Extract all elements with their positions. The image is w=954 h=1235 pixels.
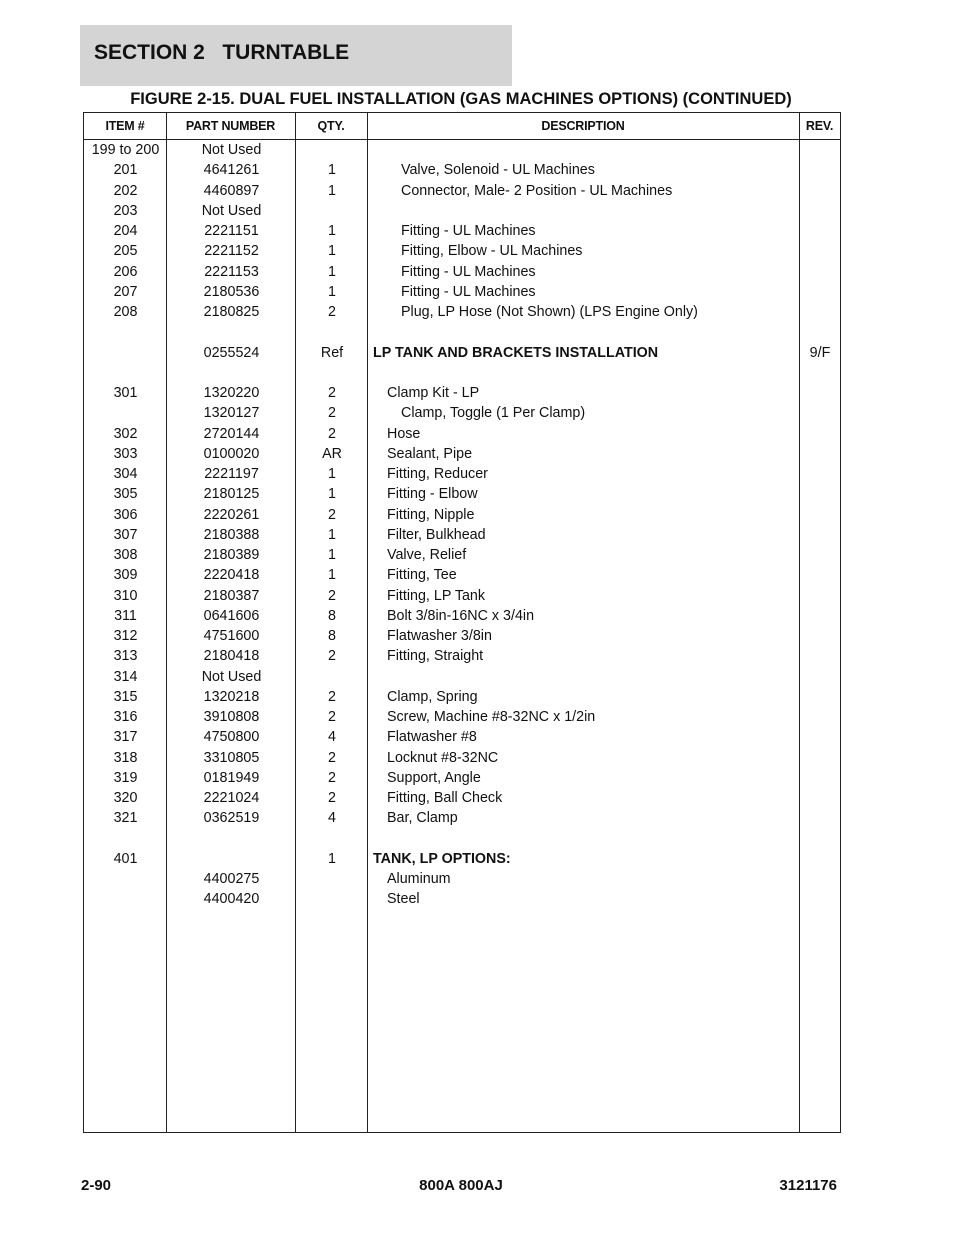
description-cell: Fitting, Reducer bbox=[387, 466, 488, 482]
item-cell: 314 bbox=[113, 668, 138, 685]
part-number-cell: 0181949 bbox=[203, 769, 260, 786]
part-number-cell: 2180536 bbox=[203, 283, 260, 300]
table-row bbox=[84, 687, 840, 707]
item-cell: 316 bbox=[113, 709, 138, 725]
qty-cell: 2 bbox=[328, 648, 336, 665]
table-row bbox=[84, 383, 840, 403]
table-row bbox=[84, 788, 840, 808]
item-cell: 320 bbox=[113, 790, 138, 806]
item-cell: 305 bbox=[113, 486, 138, 503]
qty-cell: 2 bbox=[328, 688, 336, 705]
qty-cell: 2 bbox=[328, 425, 336, 442]
part-number-cell: 2180825 bbox=[203, 304, 260, 320]
description-cell: Plug, LP Hose (Not Shown) (LPS Engine Only) bbox=[401, 304, 698, 320]
part-number-cell: 2180389 bbox=[203, 547, 260, 563]
table-row bbox=[84, 241, 840, 261]
figure-title: FIGURE 2-15. DUAL FUEL INSTALLATION (GAS MACHINES OPTIONS) (CONTINUED) bbox=[130, 90, 792, 108]
qty-cell: 1 bbox=[328, 526, 336, 543]
description-cell: Fitting, Ball Check bbox=[387, 790, 503, 806]
table-row bbox=[84, 444, 840, 464]
item-cell: 306 bbox=[113, 506, 138, 523]
table-row bbox=[84, 282, 840, 302]
part-number-cell: 2220261 bbox=[203, 506, 260, 523]
part-number-cell: 4750800 bbox=[203, 729, 260, 746]
item-cell: 199 to 200 bbox=[91, 142, 160, 158]
qty-cell: 1 bbox=[328, 182, 336, 199]
qty-cell: 1 bbox=[328, 547, 336, 563]
item-cell: 304 bbox=[113, 466, 138, 482]
part-number-cell: 2180418 bbox=[203, 648, 260, 665]
qty-cell: 1 bbox=[328, 223, 336, 239]
description-cell: TANK, LP OPTIONS: bbox=[373, 850, 511, 867]
part-number-cell: 3910808 bbox=[203, 709, 260, 725]
item-cell: 313 bbox=[113, 648, 138, 665]
section-title: SECTION 2 TURNTABLE bbox=[94, 41, 350, 64]
model-number: 800A 800AJ bbox=[419, 1177, 503, 1194]
description-cell: Clamp, Spring bbox=[387, 688, 478, 705]
qty-cell: 2 bbox=[328, 790, 336, 806]
item-cell: 303 bbox=[113, 445, 138, 462]
part-number-cell: 4400275 bbox=[203, 871, 260, 887]
table-row bbox=[84, 707, 840, 727]
table-row bbox=[84, 545, 840, 565]
table-row bbox=[84, 140, 840, 160]
qty-cell: 1 bbox=[328, 283, 336, 300]
part-number-cell: Not Used bbox=[201, 202, 262, 219]
part-number-cell: 2221152 bbox=[204, 243, 259, 260]
item-cell: 205 bbox=[113, 243, 138, 260]
qty-cell: 2 bbox=[328, 769, 336, 786]
item-cell: 315 bbox=[113, 688, 138, 705]
table-row bbox=[84, 646, 840, 666]
table-row bbox=[84, 768, 840, 788]
description-cell: Fitting - Elbow bbox=[387, 486, 478, 503]
table-row bbox=[84, 748, 840, 768]
column-header-item: ITEM # bbox=[105, 119, 145, 133]
table-row bbox=[84, 201, 840, 221]
part-number-cell: 4641261 bbox=[203, 162, 260, 179]
qty-cell: 1 bbox=[328, 850, 336, 867]
table-row bbox=[84, 565, 840, 585]
column-header-rev: REV. bbox=[805, 119, 834, 133]
item-cell: 319 bbox=[113, 769, 138, 786]
description-cell: Fitting - UL Machines bbox=[401, 263, 536, 280]
qty-cell: 2 bbox=[328, 405, 336, 422]
description-cell: Filter, Bulkhead bbox=[387, 526, 486, 543]
qty-cell: 4 bbox=[328, 810, 336, 827]
part-number-cell: 2221153 bbox=[204, 263, 259, 280]
qty-cell: 1 bbox=[328, 243, 336, 260]
item-cell: 321 bbox=[113, 810, 138, 827]
qty-cell: 2 bbox=[328, 749, 336, 766]
qty-cell: 2 bbox=[328, 506, 336, 523]
part-number-cell: 0100020 bbox=[203, 445, 260, 462]
description-cell: LP TANK AND BRACKETS INSTALLATION bbox=[373, 344, 659, 361]
part-number-cell: 0255524 bbox=[203, 344, 260, 361]
part-number-cell: 2180387 bbox=[203, 587, 260, 604]
part-number-cell: 0641606 bbox=[203, 607, 260, 624]
qty-cell: 4 bbox=[328, 729, 336, 746]
table-row bbox=[84, 181, 840, 201]
table-row bbox=[84, 160, 840, 180]
table-row bbox=[84, 525, 840, 545]
item-cell: 309 bbox=[113, 567, 138, 584]
description-cell: Fitting, Straight bbox=[387, 648, 484, 665]
qty-cell: Ref bbox=[320, 344, 344, 361]
part-number-cell: 2220418 bbox=[203, 567, 260, 584]
description-cell: Fitting, LP Tank bbox=[387, 587, 486, 604]
item-cell: 318 bbox=[113, 749, 138, 766]
table-row bbox=[84, 889, 840, 909]
qty-cell: 8 bbox=[328, 628, 336, 644]
item-cell: 206 bbox=[113, 263, 138, 280]
rev-cell: 9/F bbox=[809, 344, 831, 361]
table-row bbox=[84, 343, 840, 363]
part-number-cell: 2221024 bbox=[203, 790, 260, 806]
part-number-cell: 0362519 bbox=[203, 810, 260, 827]
table-row bbox=[84, 262, 840, 282]
part-number-cell: 4751600 bbox=[203, 628, 260, 644]
part-number-cell: 2221197 bbox=[204, 466, 259, 482]
description-cell: Hose bbox=[387, 425, 421, 442]
description-cell: Steel bbox=[387, 891, 420, 908]
part-number-cell: 2180388 bbox=[203, 526, 260, 543]
part-number-cell: 4460897 bbox=[203, 182, 260, 199]
item-cell: 311 bbox=[114, 607, 137, 624]
qty-cell: 1 bbox=[328, 162, 336, 179]
table-row bbox=[84, 403, 840, 423]
description-cell: Fitting - UL Machines bbox=[401, 283, 536, 300]
table-row bbox=[84, 727, 840, 747]
qty-cell: 2 bbox=[328, 385, 336, 401]
qty-cell: 2 bbox=[328, 587, 336, 604]
description-cell: Bar, Clamp bbox=[387, 810, 458, 827]
part-number-cell: 2221151 bbox=[204, 223, 259, 239]
item-cell: 201 bbox=[113, 162, 138, 179]
part-number-cell: 1320218 bbox=[203, 688, 260, 705]
item-cell: 310 bbox=[113, 587, 138, 604]
part-number-cell: Not Used bbox=[201, 142, 262, 158]
table-row bbox=[84, 606, 840, 626]
parts-table bbox=[83, 112, 841, 1133]
qty-cell: AR bbox=[322, 445, 342, 462]
description-cell: Clamp, Toggle (1 Per Clamp) bbox=[401, 405, 586, 422]
qty-cell: 1 bbox=[328, 466, 336, 482]
table-row bbox=[84, 626, 840, 646]
part-number-cell: 4400420 bbox=[203, 891, 260, 908]
part-number-cell: Not Used bbox=[201, 668, 262, 685]
document-number: 3121176 bbox=[779, 1177, 837, 1194]
description-cell: Flatwasher #8 bbox=[387, 729, 477, 746]
column-header-qty: QTY. bbox=[317, 119, 345, 133]
description-cell: Bolt 3/8in-16NC x 3/4in bbox=[387, 607, 535, 624]
qty-cell: 1 bbox=[328, 567, 336, 584]
item-cell: 301 bbox=[113, 385, 138, 401]
item-cell: 401 bbox=[113, 850, 138, 867]
part-number-cell: 2180125 bbox=[203, 486, 260, 503]
description-cell: Clamp Kit - LP bbox=[387, 385, 480, 401]
column-header-part-number: PART NUMBER bbox=[185, 119, 276, 133]
table-row bbox=[84, 849, 840, 869]
item-cell: 208 bbox=[113, 304, 138, 320]
description-cell: Valve, Solenoid - UL Machines bbox=[401, 162, 595, 179]
qty-cell: 2 bbox=[328, 709, 336, 725]
part-number-cell: 1320220 bbox=[203, 385, 260, 401]
table-row bbox=[84, 505, 840, 525]
table-row bbox=[84, 586, 840, 606]
item-cell: 317 bbox=[113, 729, 138, 746]
description-cell: Flatwasher 3/8in bbox=[387, 628, 492, 644]
description-cell: Support, Angle bbox=[387, 769, 481, 786]
part-number-cell: 3310805 bbox=[203, 749, 260, 766]
qty-cell: 1 bbox=[328, 486, 336, 503]
table-row bbox=[84, 808, 840, 828]
table-row bbox=[84, 302, 840, 322]
item-cell: 302 bbox=[113, 425, 138, 442]
item-cell: 202 bbox=[113, 182, 138, 199]
table-row bbox=[84, 869, 840, 889]
table-row bbox=[84, 221, 840, 241]
table-row bbox=[84, 424, 840, 444]
item-cell: 308 bbox=[113, 547, 138, 563]
qty-cell: 8 bbox=[328, 607, 336, 624]
part-number-cell: 1320127 bbox=[203, 405, 260, 422]
description-cell: Connector, Male- 2 Position - UL Machines bbox=[401, 182, 673, 199]
part-number-cell: 2720144 bbox=[203, 425, 260, 442]
description-cell: Valve, Relief bbox=[387, 547, 467, 563]
page-number: 2-90 bbox=[81, 1177, 112, 1194]
item-cell: 203 bbox=[113, 202, 138, 219]
description-cell: Screw, Machine #8-32NC x 1/2in bbox=[387, 709, 596, 725]
description-cell: Fitting, Elbow - UL Machines bbox=[401, 243, 583, 260]
item-cell: 204 bbox=[113, 223, 138, 239]
description-cell: Locknut #8-32NC bbox=[387, 749, 499, 766]
table-row bbox=[84, 484, 840, 504]
description-cell: Fitting, Tee bbox=[387, 567, 457, 584]
item-cell: 207 bbox=[113, 283, 138, 300]
description-cell: Fitting, Nipple bbox=[387, 506, 475, 523]
table-row bbox=[84, 667, 840, 687]
qty-cell: 1 bbox=[328, 263, 336, 280]
description-cell: Fitting - UL Machines bbox=[401, 223, 536, 239]
qty-cell: 2 bbox=[328, 304, 336, 320]
item-cell: 312 bbox=[113, 628, 138, 644]
item-cell: 307 bbox=[113, 526, 138, 543]
table-row bbox=[84, 464, 840, 484]
column-header-description: DESCRIPTION bbox=[541, 119, 625, 133]
description-cell: Aluminum bbox=[387, 871, 451, 887]
description-cell: Sealant, Pipe bbox=[387, 445, 473, 462]
